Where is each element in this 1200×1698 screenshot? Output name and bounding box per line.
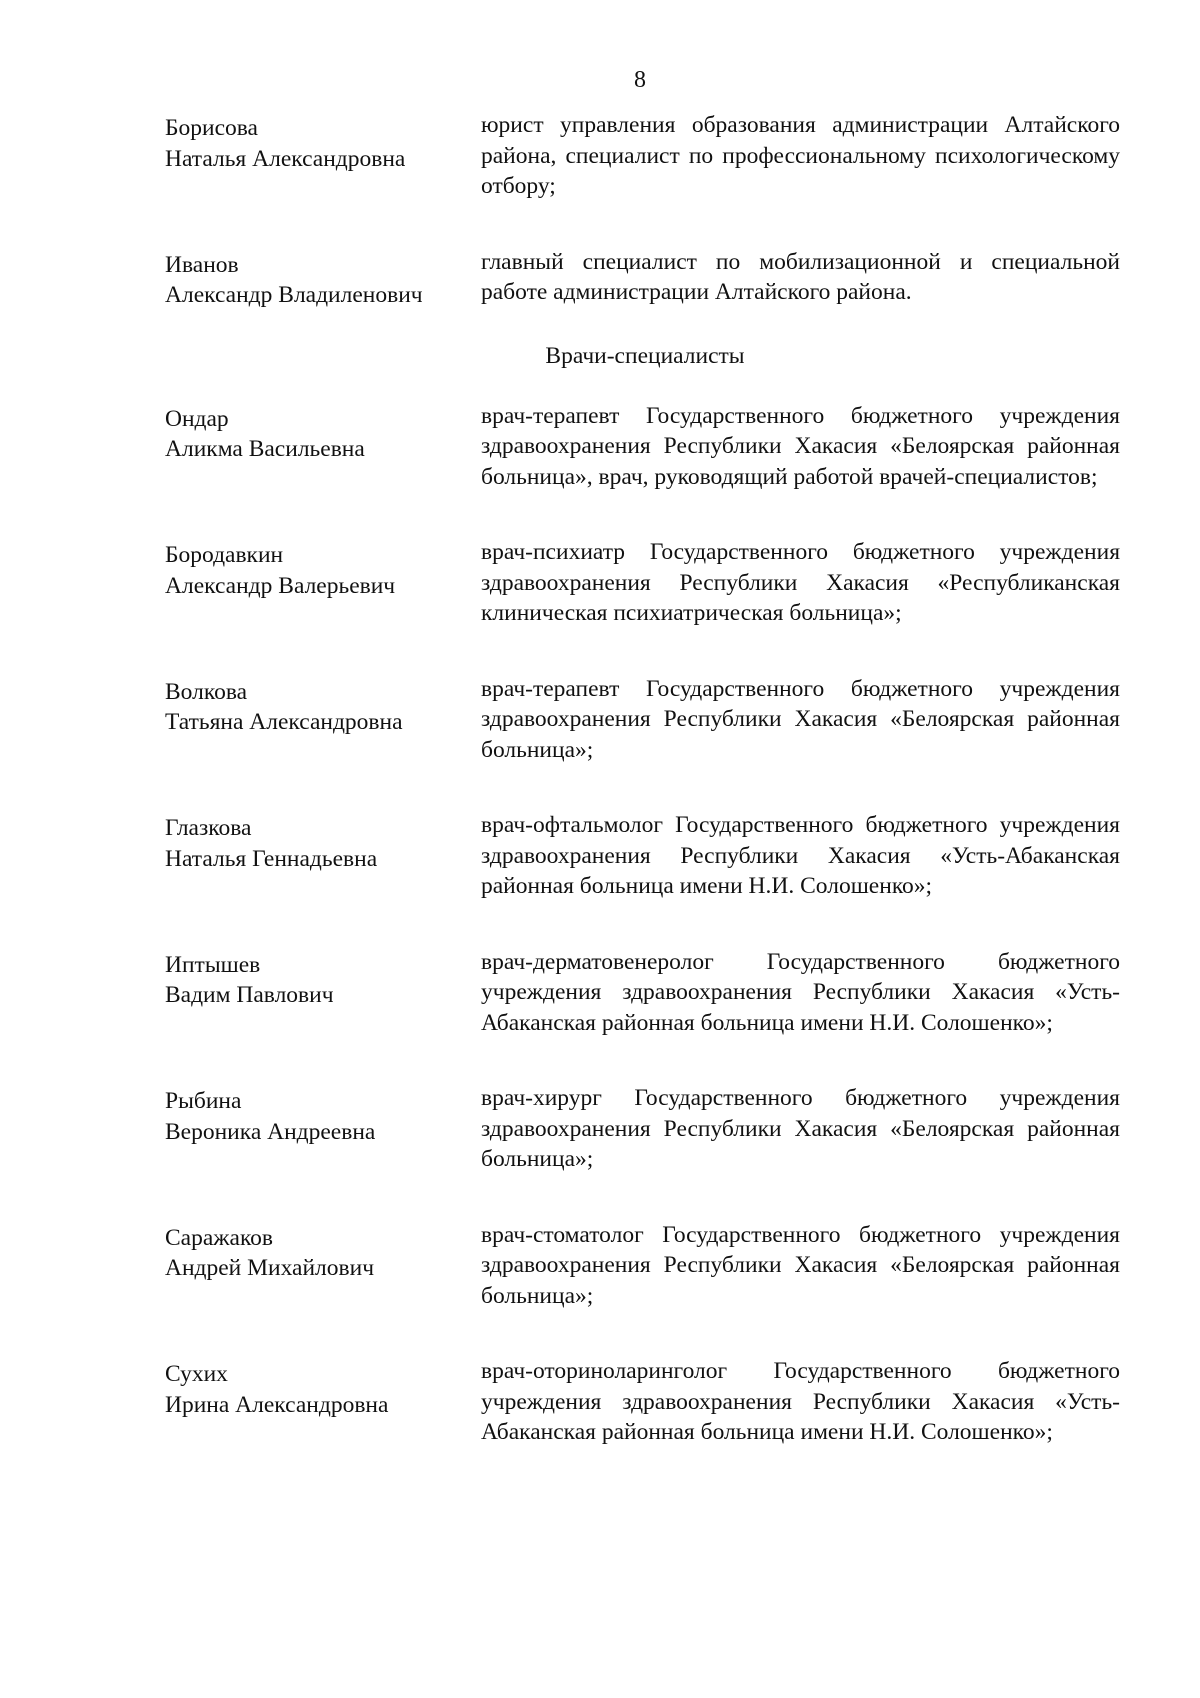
member-entry bbox=[165, 537, 1120, 629]
member-entry bbox=[165, 810, 1120, 902]
member-position: врач-дерматовенеролог Государственного бюджетного учреждения здравоохранения Республики Хакасия «Усть-Абаканская районная больница имени Н.И. Солошенко»; bbox=[481, 948, 1120, 1036]
spacer bbox=[165, 1311, 1120, 1356]
member-name bbox=[165, 1220, 481, 1312]
spacer bbox=[165, 1175, 1120, 1220]
member-entry bbox=[165, 1356, 1120, 1448]
spacer bbox=[165, 492, 1120, 537]
member-position: врач-терапевт Государственного бюджетного учреждения здравоохранения Республики Хакасия «Белоярская районная больница», врач, руководящий работой врачей-специалистов; bbox=[481, 402, 1120, 490]
member-entry bbox=[165, 674, 1120, 766]
member-surname: Иптышев bbox=[165, 951, 261, 978]
spacer bbox=[165, 902, 1120, 947]
spacer bbox=[165, 629, 1120, 674]
spacer bbox=[165, 1038, 1120, 1083]
member-position: врач-психиатр Государственного бюджетного учреждения здравоохранения Республики Хакасия «Республиканская клиническая психиатрическая больница»; bbox=[481, 539, 1120, 626]
spacer bbox=[165, 202, 1120, 247]
page-number: 8 bbox=[634, 67, 646, 93]
member-surname: Иванов bbox=[165, 251, 239, 278]
member-name bbox=[165, 247, 481, 311]
member-name bbox=[165, 1083, 481, 1175]
member-name bbox=[165, 674, 481, 766]
member-given-names: Андрей Михайлович bbox=[165, 1255, 375, 1281]
member-name bbox=[165, 1356, 481, 1448]
member-surname: Волкова bbox=[165, 678, 248, 705]
member-given-names: Александр Валерьевич bbox=[165, 572, 396, 599]
member-entry bbox=[165, 1220, 1120, 1312]
member-surname: Борисова bbox=[165, 115, 258, 141]
member-position: врач-оториноларинголог Государственного бюджетного учреждения здравоохранения Республики Хакасия «Усть-Абаканская районная больница имени Н.И. Солошенко»; bbox=[481, 1358, 1120, 1445]
member-name bbox=[165, 110, 481, 202]
member-position: врач-офтальмолог Государственного бюджетного учреждения здравоохранения Республики Хакасия «Усть-Абаканская районная больница имени Н.И. Солошенко»; bbox=[481, 812, 1120, 899]
member-given-names: Александр Владиленович bbox=[165, 282, 423, 308]
members-list bbox=[165, 110, 1120, 1448]
member-given-names: Ирина Александровна bbox=[165, 1391, 389, 1418]
member-surname: Бородавкин bbox=[165, 542, 284, 568]
member-surname: Ондар bbox=[165, 405, 229, 432]
member-name bbox=[165, 401, 481, 493]
member-position: врач-стоматолог Государственного бюджетного учреждения здравоохранения Республики Хакасия «Белоярская районная больница»; bbox=[481, 1221, 1120, 1309]
member-given-names: Аликма Васильевна bbox=[165, 436, 365, 462]
member-given-names: Наталья Александровна bbox=[165, 145, 406, 172]
member-entry bbox=[165, 947, 1120, 1039]
member-position: юрист управления образования администрации Алтайского района, специалист по профессиональному психологическому отбору; bbox=[481, 112, 1120, 199]
member-given-names: Татьяна Александровна bbox=[165, 709, 403, 735]
member-position: врач-хирург Государственного бюджетного учреждения здравоохранения Республики Хакасия «Белоярская районная больница»; bbox=[481, 1085, 1120, 1172]
member-entry bbox=[165, 247, 1120, 311]
spacer bbox=[165, 765, 1120, 810]
member-name bbox=[165, 810, 481, 902]
member-surname: Глазкова bbox=[165, 815, 252, 841]
member-given-names: Вероника Андреевна bbox=[165, 1118, 376, 1145]
member-position: главный специалист по мобилизационной и специальной работе администрации Алтайского района. bbox=[481, 248, 1120, 305]
member-entry bbox=[165, 110, 1120, 202]
member-surname: Рыбина bbox=[165, 1088, 242, 1114]
member-name bbox=[165, 947, 481, 1039]
member-name bbox=[165, 537, 481, 629]
member-entry bbox=[165, 1083, 1120, 1175]
member-surname: Саражаков bbox=[165, 1224, 274, 1251]
member-surname: Сухих bbox=[165, 1361, 228, 1387]
member-position: врач-терапевт Государственного бюджетного учреждения здравоохранения Республики Хакасия «Белоярская районная больница»; bbox=[481, 675, 1120, 763]
member-given-names: Наталья Геннадьевна bbox=[165, 845, 378, 872]
member-entry bbox=[165, 401, 1120, 493]
section-heading: Врачи-специалисты bbox=[545, 342, 745, 369]
member-given-names: Вадим Павлович bbox=[165, 982, 334, 1008]
